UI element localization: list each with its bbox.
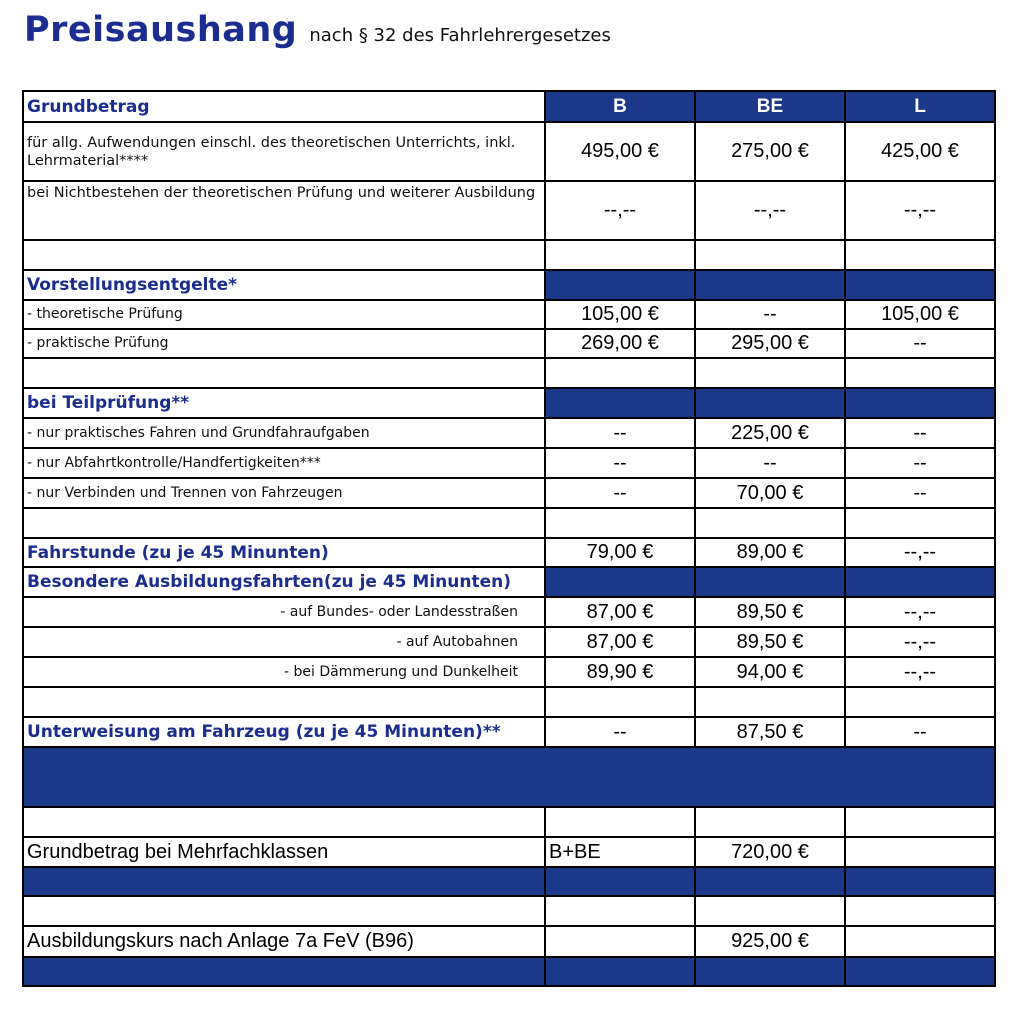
row-label-mehrfach: Grundbetrag bei Mehrfachklassen xyxy=(23,837,545,867)
row-label: - nur Verbinden und Trennen von Fahrzeugen xyxy=(23,478,545,508)
section-title-teilpruefung: bei Teilprüfung** xyxy=(23,388,545,418)
price-b: -- xyxy=(545,418,695,448)
table-row xyxy=(23,181,995,240)
price-table xyxy=(22,90,996,987)
price-be: 89,00 € xyxy=(695,538,845,567)
row-label-fahrstunde: Fahrstunde (zu je 45 Minunten) xyxy=(23,538,545,567)
price-b: 87,00 € xyxy=(545,597,695,627)
row-label: - auf Autobahnen xyxy=(23,627,545,657)
price-l: --,-- xyxy=(845,181,995,240)
price-l: -- xyxy=(845,478,995,508)
row-label: bei Nichtbestehen der theoretischen Prüfung und weiterer Ausbildung xyxy=(23,181,545,240)
price-b: -- xyxy=(545,448,695,478)
price-be: 295,00 € xyxy=(695,329,845,358)
section-title-vorstellung: Vorstellungsentgelte* xyxy=(23,270,545,300)
section-title-grundbetrag: Grundbetrag xyxy=(23,91,545,122)
class-header-be: BE xyxy=(695,91,845,122)
table-row xyxy=(23,837,995,867)
price-l: -- xyxy=(845,418,995,448)
table-row xyxy=(23,657,995,687)
table-row xyxy=(23,627,995,657)
price-b: 495,00 € xyxy=(545,122,695,181)
blue-band xyxy=(23,957,995,986)
row-label-unterweisung: Unterweisung am Fahrzeug (zu je 45 Minunten)** xyxy=(23,717,545,747)
price-b96: 925,00 € xyxy=(695,926,845,957)
table-row xyxy=(23,538,995,567)
price-be: 70,00 € xyxy=(695,478,845,508)
price-b: -- xyxy=(545,478,695,508)
section-row xyxy=(23,270,995,300)
table-row xyxy=(23,122,995,181)
spacer-row xyxy=(23,240,995,270)
price-be: -- xyxy=(695,448,845,478)
table-row xyxy=(23,300,995,329)
price-b: 89,90 € xyxy=(545,657,695,687)
blue-band xyxy=(23,867,995,896)
table-header-row xyxy=(23,91,995,122)
price-be: 89,50 € xyxy=(695,597,845,627)
price-mehrfach: 720,00 € xyxy=(695,837,845,867)
price-l: 105,00 € xyxy=(845,300,995,329)
price-b: -- xyxy=(545,717,695,747)
row-label: - nur praktisches Fahren und Grundfahraufgaben xyxy=(23,418,545,448)
row-label: - nur Abfahrtkontrolle/Handfertigkeiten*** xyxy=(23,448,545,478)
page-subtitle: nach § 32 des Fahrlehrergesetzes xyxy=(309,25,611,46)
price-be: 89,50 € xyxy=(695,627,845,657)
price-l: -- xyxy=(845,717,995,747)
price-l: --,-- xyxy=(845,657,995,687)
spacer-row xyxy=(23,687,995,717)
row-label: - theoretische Prüfung xyxy=(23,300,545,329)
spacer-row xyxy=(23,807,995,837)
blue-band xyxy=(23,747,995,807)
table-row xyxy=(23,478,995,508)
price-l: 425,00 € xyxy=(845,122,995,181)
price-be: --,-- xyxy=(695,181,845,240)
table-row xyxy=(23,329,995,358)
section-row xyxy=(23,567,995,597)
table-row xyxy=(23,448,995,478)
price-b: 87,00 € xyxy=(545,627,695,657)
spacer-row xyxy=(23,896,995,926)
table-row xyxy=(23,597,995,627)
page-title: Preisaushang xyxy=(24,10,298,50)
price-l: --,-- xyxy=(845,597,995,627)
classes-combo: B+BE xyxy=(545,837,695,867)
row-label-b96: Ausbildungskurs nach Anlage 7a FeV (B96) xyxy=(23,926,545,957)
price-be: 94,00 € xyxy=(695,657,845,687)
row-label: - bei Dämmerung und Dunkelheit xyxy=(23,657,545,687)
table-row xyxy=(23,418,995,448)
section-row xyxy=(23,388,995,418)
class-header-l: L xyxy=(845,91,995,122)
price-l: -- xyxy=(845,329,995,358)
spacer-row xyxy=(23,358,995,388)
table-row xyxy=(23,926,995,957)
spacer-row xyxy=(23,508,995,538)
row-label: für allg. Aufwendungen einschl. des theoretischen Unterrichts, inkl. Lehrmaterial**** xyxy=(23,122,545,181)
page-header xyxy=(24,10,611,62)
price-be: 225,00 € xyxy=(695,418,845,448)
price-l: --,-- xyxy=(845,538,995,567)
price-b: 79,00 € xyxy=(545,538,695,567)
class-header-b: B xyxy=(545,91,695,122)
table-row xyxy=(23,717,995,747)
price-be: -- xyxy=(695,300,845,329)
price-be: 275,00 € xyxy=(695,122,845,181)
price-l: --,-- xyxy=(845,627,995,657)
price-l: -- xyxy=(845,448,995,478)
row-label: - praktische Prüfung xyxy=(23,329,545,358)
row-label: - auf Bundes- oder Landesstraßen xyxy=(23,597,545,627)
price-b: 269,00 € xyxy=(545,329,695,358)
price-be: 87,50 € xyxy=(695,717,845,747)
price-b: 105,00 € xyxy=(545,300,695,329)
price-b: --,-- xyxy=(545,181,695,240)
section-title-besondere: Besondere Ausbildungsfahrten(zu je 45 Minunten) xyxy=(23,567,545,597)
